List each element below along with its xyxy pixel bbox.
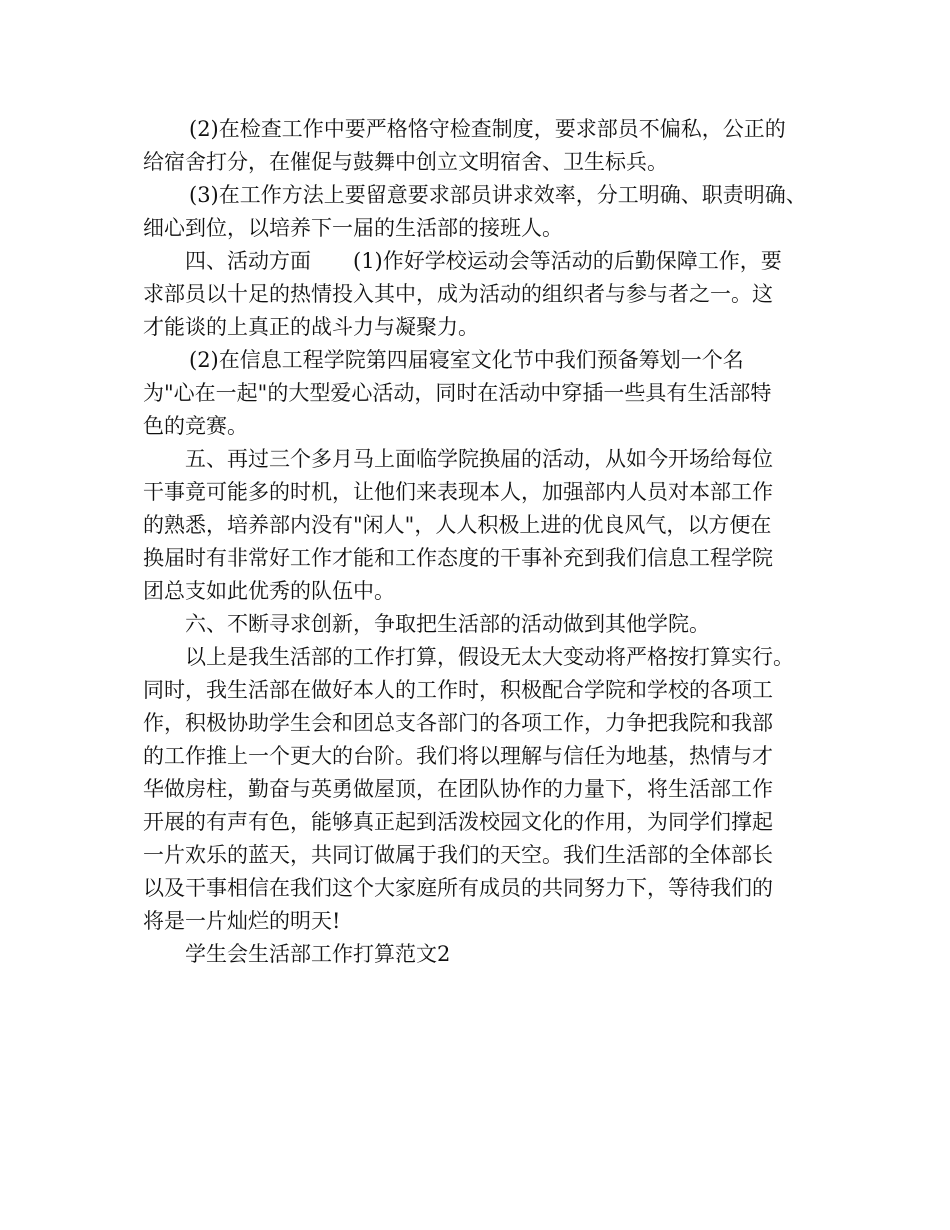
paragraph-line: 同时，我生活部在做好本人的工作时，积极配合学院和学校的各项工 — [143, 678, 773, 702]
paragraph-line: 以上是我生活部的工作打算，假设无太大变动将严格按打算实行。 — [185, 645, 794, 669]
paragraph-line: 开展的有声有色，能够真正起到活泼校园文化的作用，为同学们撑起 — [143, 810, 773, 834]
paragraph-line: 一片欢乐的蓝天，共同订做属于我们的天空。我们生活部的全体部长 — [143, 843, 773, 867]
paragraph-line: (3)在工作方法上要留意要求部员讲求效率，分工明确、职责明确、 — [189, 183, 807, 207]
document-body — [143, 113, 823, 971]
paragraph-line: 将是一片灿烂的明天! — [143, 909, 341, 933]
paragraph-line: 四、活动方面 (1)作好学校运动会等活动的后勤保障工作，要 — [185, 249, 782, 273]
paragraph-line: 求部员以十足的热情投入其中，成为活动的组织者与参与者之一。这 — [143, 282, 773, 306]
paragraph-line: 的熟悉，培养部内没有"闲人"，人人积极上进的优良风气，以方便在 — [143, 513, 772, 537]
paragraph-line: (2)在检查工作中要严格恪守检查制度，要求部员不偏私，公正的 — [189, 117, 786, 141]
paragraph-line: 干事竟可能多的时机，让他们来表现本人，加强部内人员对本部工作 — [143, 480, 773, 504]
paragraph-line: 色的竞赛。 — [143, 414, 248, 438]
paragraph-line: 细心到位，以培养下一届的生活部的接班人。 — [143, 216, 563, 240]
paragraph-line: 作，积极协助学生会和团总支各部门的各项工作，力争把我院和我部 — [143, 711, 773, 735]
paragraph-line: 团总支如此优秀的队伍中。 — [143, 579, 395, 603]
paragraph-line: 给宿舍打分，在催促与鼓舞中创立文明宿舍、卫生标兵。 — [143, 150, 668, 174]
paragraph-line: 五、再过三个多月马上面临学院换届的活动，从如今开场给每位 — [185, 447, 773, 471]
section-heading: 学生会生活部工作打算范文2 — [185, 942, 451, 966]
paragraph-line: 以及干事相信在我们这个大家庭所有成员的共同努力下，等待我们的 — [143, 876, 773, 900]
paragraph-line: 六、不断寻求创新，争取把生活部的活动做到其他学院。 — [185, 612, 710, 636]
paragraph-line: 换届时有非常好工作才能和工作态度的干事补充到我们信息工程学院 — [143, 546, 773, 570]
paragraph-line: 为"心在一起"的大型爱心活动，同时在活动中穿插一些具有生活部特 — [143, 381, 772, 405]
paragraph-line: 的工作推上一个更大的台阶。我们将以理解与信任为地基，热情与才 — [143, 744, 773, 768]
paragraph-line: (2)在信息工程学院第四届寝室文化节中我们预备筹划一个名 — [189, 348, 744, 372]
paragraph-line: 才能谈的上真正的战斗力与凝聚力。 — [143, 315, 479, 339]
paragraph-line: 华做房柱，勤奋与英勇做屋顶，在团队协作的力量下，将生活部工作 — [143, 777, 773, 801]
